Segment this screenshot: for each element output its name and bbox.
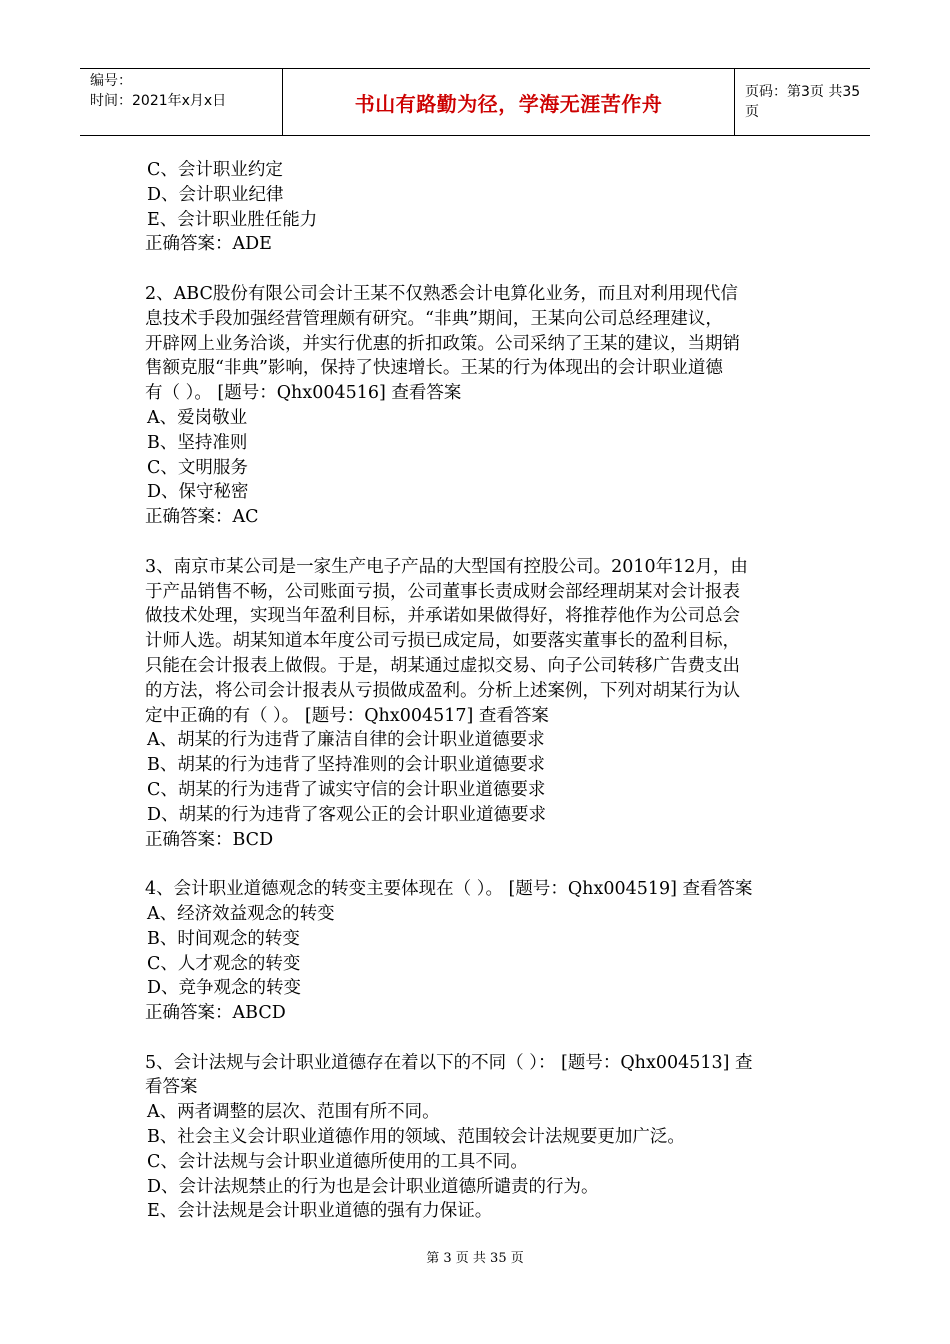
- question-line: 4、会计职业道德观念的转变主要体现在（ ）。 [题号：Qhx004519] 查看答案: [145, 879, 753, 900]
- option-line: A、胡某的行为违背了廉洁自律的会计职业道德要求: [147, 730, 545, 751]
- option-line: A、经济效益观念的转变: [147, 903, 335, 924]
- blank-line: [145, 852, 810, 877]
- option-line: B、坚持准则: [147, 432, 248, 453]
- option-line: A、爱岗敬业: [147, 407, 248, 428]
- header-page-cell: [735, 69, 870, 135]
- option-line: B、时间观念的转变: [147, 928, 300, 949]
- option-line: D、保守秘密: [147, 482, 249, 503]
- blank-line: [145, 1026, 810, 1051]
- option-line: B、社会主义会计职业道德作用的领域、范围较会计法规要更加广泛。: [147, 1127, 685, 1148]
- answer-line: 正确答案：AC: [145, 507, 259, 528]
- question-line: 2、ABC股份有限公司会计王某不仅熟悉会计电算化业务，而且对利用现代信: [145, 283, 738, 304]
- option-line: D、竞争观念的转变: [147, 978, 302, 999]
- question-line: 于产品销售不畅，公司账面亏损，公司董事长责成财会部经理胡某对会计报表: [145, 581, 740, 602]
- question-line: 看答案: [145, 1077, 198, 1098]
- question-line: 做技术处理，实现当年盈利目标，并承诺如果做得好，将推荐他作为公司总会: [145, 606, 740, 627]
- option-line: C、会计法规与会计职业道德所使用的工具不同。: [147, 1151, 528, 1172]
- document-body: [145, 158, 810, 1224]
- question-line: 有（ ）。 [题号：Qhx004516] 查看答案: [145, 383, 462, 404]
- question-line: 只能在会计报表上做假。于是，胡某通过虚拟交易、向子公司转移广告费支出: [145, 655, 740, 676]
- option-line: A、两者调整的层次、范围有所不同。: [147, 1102, 440, 1123]
- option-line: D、会计法规禁止的行为也是会计职业道德所谴责的行为。: [147, 1176, 599, 1197]
- answer-line: 正确答案：ABCD: [145, 1003, 286, 1024]
- question-line: 售额克服“非典”影响，保持了快速增长。王某的行为体现出的会计职业道德: [145, 358, 723, 379]
- blank-line: [145, 257, 810, 282]
- option-line: C、文明服务: [147, 457, 248, 478]
- question-line: 定中正确的有（ ）。 [题号：Qhx004517] 查看答案: [145, 705, 549, 726]
- question-line: 息技术手段加强经营管理颇有研究。“非典”期间，王某向公司总经理建议，: [145, 308, 723, 329]
- option-line: E、会计职业胜任能力: [147, 209, 318, 230]
- option-line: C、会计职业约定: [147, 160, 283, 180]
- option-line: D、会计职业纪律: [147, 184, 284, 205]
- serial-label: 编号：: [90, 73, 132, 89]
- page-info: 页码：第3页 共35页: [745, 84, 861, 120]
- header-motto: 书山有路勤为径，学海无涯苦作舟: [354, 91, 663, 116]
- option-line: B、胡某的行为违背了坚持准则的会计职业道德要求: [147, 755, 545, 776]
- option-line: D、胡某的行为违背了客观公正的会计职业道德要求: [147, 804, 547, 825]
- time-label: 时间：2021年x月x日: [90, 93, 227, 109]
- blank-line: [145, 530, 810, 555]
- header-motto-cell: [283, 69, 735, 135]
- page-header: [80, 68, 870, 136]
- question-line: 5、会计法规与会计职业道德存在着以下的不同（ ）： [题号：Qhx004513] 查: [145, 1052, 753, 1073]
- option-line: E、会计法规是会计职业道德的强有力保证。: [147, 1201, 493, 1222]
- question-line: 的方法，将公司会计报表从亏损做成盈利。分析上述案例，下列对胡某行为认: [145, 680, 740, 701]
- question-line: 计师人选。胡某知道本年度公司亏损已成定局，如要落实董事长的盈利目标，: [145, 631, 740, 652]
- header-meta-cell: [80, 69, 283, 135]
- option-line: C、胡某的行为违背了诚实守信的会计职业道德要求: [147, 779, 546, 800]
- answer-line: 正确答案：ADE: [145, 234, 272, 255]
- answer-line: 正确答案：BCD: [145, 829, 274, 850]
- page-footer: 第 3 页 共 35 页: [426, 1251, 524, 1266]
- question-line: 开辟网上业务洽谈，并实行优惠的折扣政策。公司采纳了王某的建议，当期销: [145, 333, 740, 354]
- question-line: 3、南京市某公司是一家生产电子产品的大型国有控股公司。2010年12月，由: [145, 556, 748, 577]
- option-line: C、人才观念的转变: [147, 953, 301, 974]
